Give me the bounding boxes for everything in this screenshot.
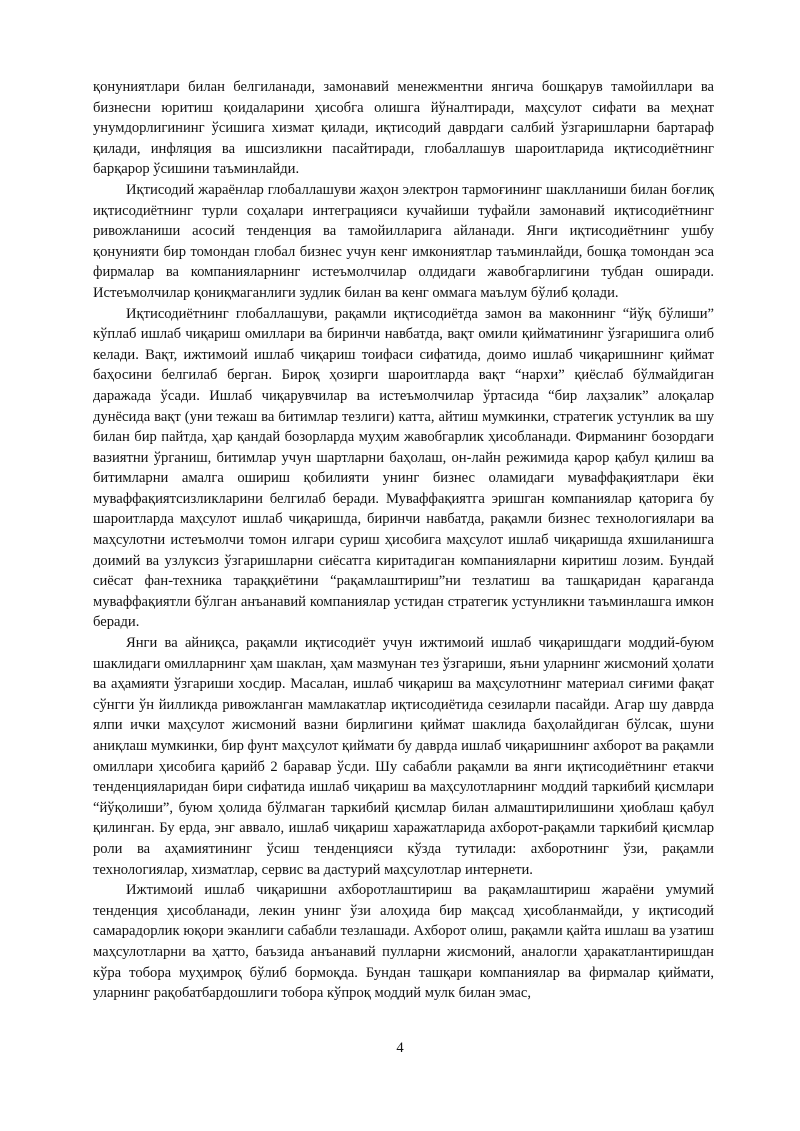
paragraph-material-change: Янги ва айниқса, рақамли иқтисодиёт учун ижтимоий ишлаб чиқаришдаги моддий-буюм шаклидаги омилларнинг ҳам шаклан, ҳам мазмунан тез ўзгариши, яъни уларнинг жисмоний ҳолати ва аҳамияти ўзгариши хосдир. Масалан, ишлаб чиқариш ва маҳсулотнинг материал сиғими фақат сўнгги ўн йилликда ривожланган мамлакатлар иқтисодиётида сезиларли пасайди. Агар шу даврда ялпи ички маҳсулот жисмоний вазни бирлигини қиймат шаклида баҳолайдиган бўлсак, шуни аниқлаш мумкинки, бир фунт маҳсулот қиймати бу даврда ишлаб чиқаришнинг ахборот ва рақамли омиллари ҳисобига қарийб 2 баравар ўсди. Шу сабабли рақамли ва янги иқтисодиётнинг етакчи тенденцияларидан бири сифатида ишлаб чиқариш ва маҳсулотларнинг моддий таркибий қисмлари “йўқолиши”, буюм ҳолида бўлмаган таркибий қисмлар билан алмаштирилишини ҳиоблаш қабул қилинган. Бу ерда, энг аввало, ишлаб чиқариш харажатларида ахборот-рақамли таркибий қисмлар роли ва аҳамиятининг ўсиш тенденцияси кўзда тутилади: ахборотнинг ўзи, рақамли технологиялар, хизматлар, сервис ва дастурий маҳсулотлар интернети. <box>93 635 714 878</box>
paragraph-time-factor: Иқтисодиётнинг глобаллашуви, рақамли иқтисодиётда замон ва маконнинг “йўқ бўлиши” кўплаб ишлаб чиқариш омиллари ва биринчи навбатда, вақт омили қийматининг ўзгаришига олиб келади. Вақт, ижтимоий ишлаб чиқариш тоифаси сифатида, доимо ишлаб чиқаришнинг қиймат баҳосини белгилаб берган. Бироқ ҳозирги шароитларда вақт “нархи” қиёслаб бўлмайдиган даражада ўсади. Ишлаб чиқарувчилар ва истеъмолчилар ўртасида “бир лаҳзалик” алоқалар дунёсида вақт (уни тежаш ва битимлар тезлиги) катта, айтиш мумкинки, стратегик устунлик ва шу билан бир пайтда, ҳар қандай бозорларда муҳим жавобгарлик ҳисобланади. Фирманинг бозордаги вазиятни ўрганиш, битимлар учун шартларни баҳолаш, он-лайн режимида қарор қабул қилиш ва битимларни амалга ошириш қобилияти унинг бизнес оламидаги муваффақиятлари ёки муваффақиятсизликларини белгилаб беради. Муваффақиятга эришган компаниялар қаторига бу шароитларда маҳсулот ишлаб чиқаришда, биринчи навбатда, рақамли бизнес технологиялари ва маҳсулотни истеъмолчи томон илгари суриш ҳисобига маҳсулот ишлаб чиқаришда яхшиланишга доимий ва узлуксиз ўзгаришларни сиёсатга киритадиган компанияларни киритиш лозим. Бундай сиёсат фан-техника тараққиётини “рақамлаштириш”ни тезлатиш ва ташқаридан қараганда муваффақиятли бўлган анъанавий компаниялар устидан стратегик устунликни таъминлашга имкон беради. <box>93 305 714 631</box>
paragraph-globalization: Иқтисодий жараёнлар глобаллашуви жаҳон электрон тармоғининг шаклланиши билан боғлиқ иқтисодиётнинг турли соҳалари интеграцияси кучайиши туфайли замонавий иқтисодиётнинг ривожланиши асосий тенденция ва тамойилларига айланади. Янги иқтисодиётнинг ушбу қонунияти бир томондан глобал бизнес учун кенг имкониятлар таъминлайди, бошқа томондан эса фирмалар ва компанияларнинг истеъмолчилар олдидаги жавобгарлигини тубдан оширади. Истеъмолчилар қониқмаганлиги зудлик билан ва кенг оммага маълум бўлиб қолади. <box>93 181 714 301</box>
document-body <box>93 77 714 1004</box>
paragraph-continuation: қонуниятлари билан белгиланади, замонавий менежментни янгича бошқарув тамойиллари ва бизнесни юритиш қоидаларини ҳисобга олишга йўналтиради, маҳсулот сифати ва меҳнат унумдорлигининг ўсишига хизмат қилади, иқтисодий даврдаги салбий ўзгаришларни бартараф қилади, инфляция ва ишсизликни пасайтиради, глобаллашув шароитларида иқтисодиётнинг барқарор ўсишини таъминлайди. <box>93 79 714 178</box>
page-number: 4 <box>396 1040 404 1056</box>
paragraph-digitization: Ижтимоий ишлаб чиқаришни ахборотлаштириш ва рақамлаштириш жараёни умумий тенденция ҳисобланади, лекин унинг ўзи алоҳида бир мақсад ҳисобланмайди, у иқтисодий самарадорлик юқори эканлиги сабабли тезлашади. Ахборот олиш, рақамли қайта ишлаш ва узатиш маҳсулотларни ва ҳатто, баъзида анъанавий пулларни жисмоний, аналогли ҳаракатлантиришдан кўра тобора муҳимроқ бўлиб бормоқда. Бундан ташқари компаниялар ва фирмалар қиймати, уларнинг рақобатбардошлиги тобора кўпроқ моддий мулк билан эмас, <box>93 882 714 1002</box>
